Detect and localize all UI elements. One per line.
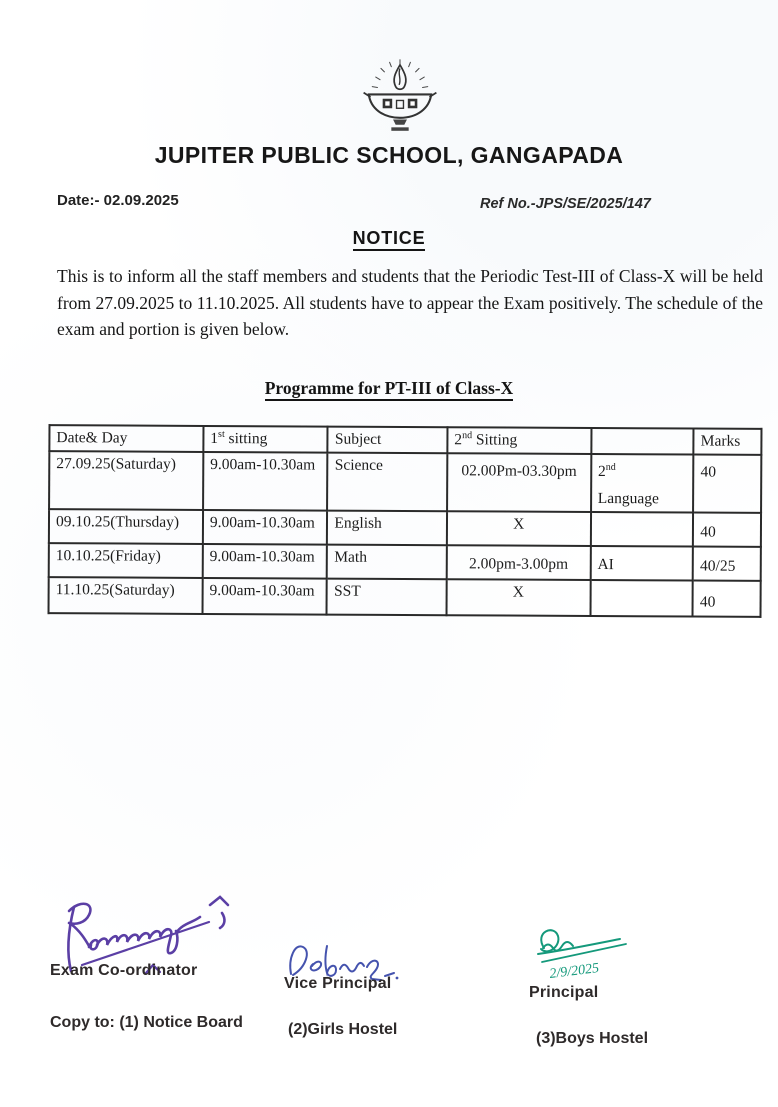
header-marks: Marks: [694, 429, 762, 455]
cell-date: 10.10.25(Friday): [49, 543, 203, 578]
cell-subject: Science: [328, 453, 448, 512]
exam-coordinator-label: Exam Co-ordinator: [50, 962, 198, 979]
header-date-day: Date& Day: [49, 425, 203, 452]
exam-schedule-table: [48, 424, 763, 618]
copy-to-notice-board: Copy to: (1) Notice Board: [50, 1014, 243, 1031]
school-name-title: JUPITER PUBLIC SCHOOL, GANGAPADA: [154, 142, 624, 168]
cell-subject: SST: [327, 579, 447, 616]
cell-language: AI: [590, 546, 693, 581]
cell-sitting1: 9.00am-10.30am: [203, 452, 328, 511]
reference-number: Ref No.-JPS/SE/2025/147: [480, 196, 651, 212]
cell-marks: 40: [693, 513, 761, 547]
notice-body-paragraph: This is to inform all the staff members and students that the Periodic Test-III of Class-X will be held from 27.09.2025 to 11.10.2025. All students have to appear the Exam positively. The schedule of the exam and portion is given below.: [57, 266, 763, 339]
principal-signature-icon: [518, 924, 653, 990]
cell-subject: Math: [327, 545, 447, 580]
principal-sign-date: 2/9/2025: [548, 961, 600, 982]
programme-heading: Programme for PT-III of Class-X: [0, 378, 778, 399]
cell-sitting1: 9.00am-10.30am: [203, 510, 328, 545]
copy-to-girls-hostel: (2)Girls Hostel: [288, 1021, 398, 1038]
table-row: [49, 451, 761, 513]
header-language-col: [591, 428, 694, 455]
table-row: [49, 543, 761, 581]
cell-sitting2: 2.00pm-3.00pm: [447, 545, 591, 580]
cell-marks: 40/25: [693, 547, 761, 581]
cell-date: 27.09.25(Saturday): [49, 451, 203, 510]
table-row: [49, 577, 761, 617]
principal-label: Principal: [529, 984, 599, 1001]
notice-heading: NOTICE: [0, 228, 778, 249]
vice-principal-label: Vice Principal: [284, 975, 392, 992]
table-header-row: [49, 425, 761, 455]
school-logo-diya-icon: [354, 58, 446, 136]
cell-marks: 40: [693, 581, 761, 617]
header-second-sitting: 2nd Sitting: [447, 427, 591, 454]
header-subject: Subject: [328, 427, 448, 454]
cell-sitting2: 02.00Pm-03.30pm: [447, 453, 591, 512]
cell-sitting1: 9.00am-10.30am: [202, 578, 327, 615]
cell-sitting2: X: [446, 579, 590, 616]
table-row: [49, 509, 761, 547]
cell-language: [591, 512, 694, 547]
cell-marks: 40: [693, 455, 761, 513]
cell-language: [590, 580, 693, 617]
cell-language: 2nd Language: [591, 454, 694, 513]
cell-subject: English: [327, 511, 447, 546]
cell-sitting1: 9.00am-10.30am: [203, 544, 328, 579]
cell-date: 11.10.25(Saturday): [49, 577, 203, 614]
cell-sitting2: X: [447, 511, 591, 546]
cell-date: 09.10.25(Thursday): [49, 509, 203, 544]
copy-to-boys-hostel: (3)Boys Hostel: [536, 1030, 649, 1047]
header-first-sitting: 1st sitting: [203, 426, 328, 453]
notice-date: Date:- 02.09.2025: [57, 192, 179, 209]
